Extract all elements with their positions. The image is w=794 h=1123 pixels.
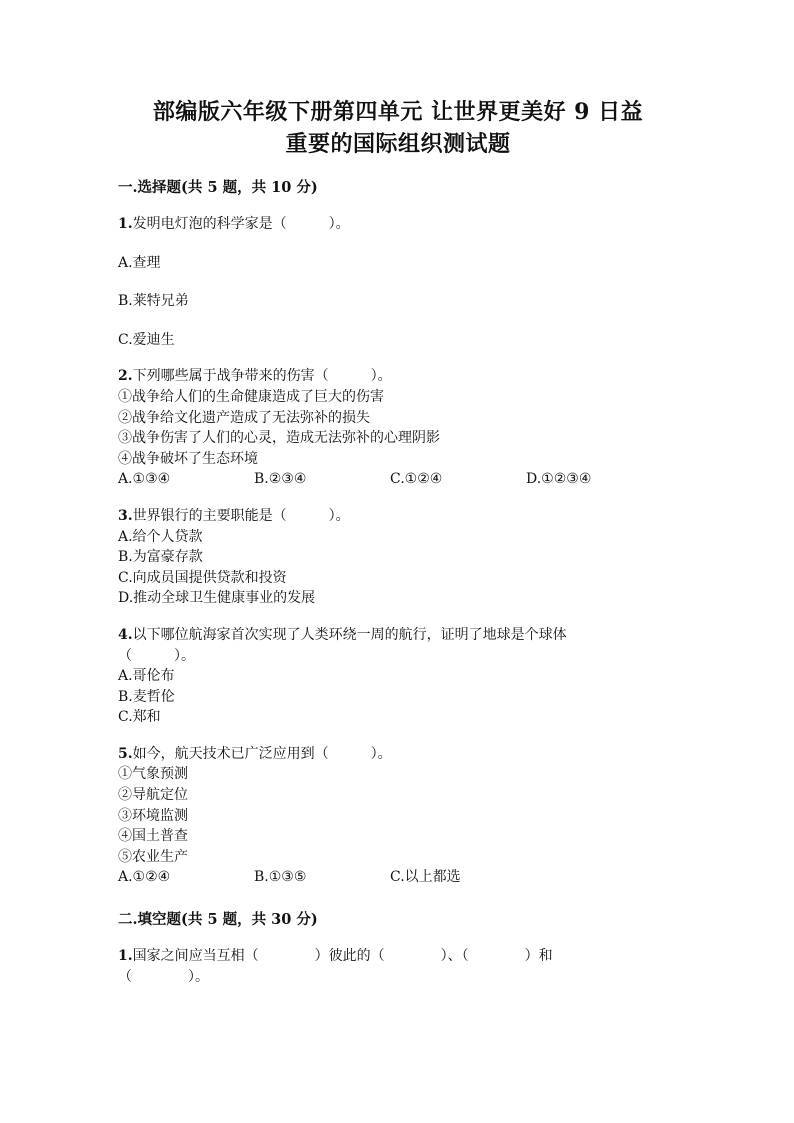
item-3: ③环境监测 [118,807,188,824]
title-line-2: 重要的国际组织测试题 [285,131,511,157]
question-number: 1. [118,216,133,232]
question-4 [118,625,678,728]
option-c: C.爱迪生 [118,331,175,348]
question-3 [118,506,678,609]
option-b: B.麦哲伦 [118,688,175,705]
question-number: 3. [118,507,133,524]
question-text: 国家之间应当互相（ ）彼此的（ ）、（ ）和 [132,948,553,965]
document-page [118,96,678,1003]
question-number: 1. [118,948,133,965]
item-2: ②导航定位 [118,787,188,804]
option-d: D.推动全球卫生健康事业的发展 [118,590,316,607]
question-1-stem [118,214,678,235]
fill-question-1-stem [118,946,678,967]
question-number: 4. [118,626,133,643]
option-b: B.②③④ [254,471,307,488]
question-text: 下列哪些属于战争带来的伤害（ ）。 [132,368,392,385]
statement-1: ①战争给人们的生命健康造成了巨大的伤害 [118,388,384,405]
fill-question-1-stem-continued: （ ）。 [118,968,209,985]
fill-question-1 [118,946,678,987]
option-a: A.①③④ [118,471,171,488]
question-text: 发明电灯泡的科学家是（ ）。 [132,216,350,232]
question-number: 5. [118,745,133,762]
page-title [118,96,678,160]
option-c: C.郑和 [118,709,161,726]
statement-4: ④战争破坏了生态环境 [118,450,258,467]
item-1: ①气象预测 [118,766,188,783]
question-text: 如今，航天技术已广泛应用到（ ）。 [132,745,392,762]
question-2-stem [118,366,678,387]
question-1 [118,214,678,350]
statement-2: ②战争给文化遗产造成了无法弥补的损失 [118,409,370,426]
option-d: D.①②③④ [526,471,592,488]
option-c: C.向成员国提供贷款和投资 [118,569,287,586]
options-row [118,867,678,888]
item-5: ⑤农业生产 [118,848,188,865]
option-a: A.哥伦布 [118,668,175,685]
question-3-stem [118,506,678,527]
section-heading-fill-in: 二.填空题(共 5 题，共 30 分) [118,911,318,929]
option-b: B.①③⑤ [254,869,307,886]
question-text: 世界银行的主要职能是（ ）。 [132,507,350,524]
option-c: C.以上都选 [390,869,461,886]
item-4: ④国土普查 [118,828,188,845]
statement-3: ③战争伤害了人们的心灵，造成无法弥补的心理阴影 [118,430,440,447]
question-number: 2. [118,368,133,385]
question-2 [118,366,678,490]
question-5 [118,744,678,888]
section-heading-choice: 一.选择题(共 5 题，共 10 分) [118,179,318,196]
option-a: A.①②④ [118,869,171,886]
question-text: 以下哪位航海家首次实现了人类环绕一周的航行，证明了地球是个球体 [132,626,567,643]
option-b: B.为富豪存款 [118,549,203,566]
option-c: C.①②④ [390,471,443,488]
option-a: A.给个人贷款 [118,528,203,545]
question-4-stem-continued: （ ）。 [118,647,195,664]
option-b: B.莱特兄弟 [118,293,189,310]
options-row [118,469,678,490]
title-line-1: 部编版六年级下册第四单元 让世界更美好 9 日益 [152,99,644,125]
question-4-stem [118,625,678,646]
option-a: A.查理 [118,254,161,271]
question-5-stem [118,744,678,765]
